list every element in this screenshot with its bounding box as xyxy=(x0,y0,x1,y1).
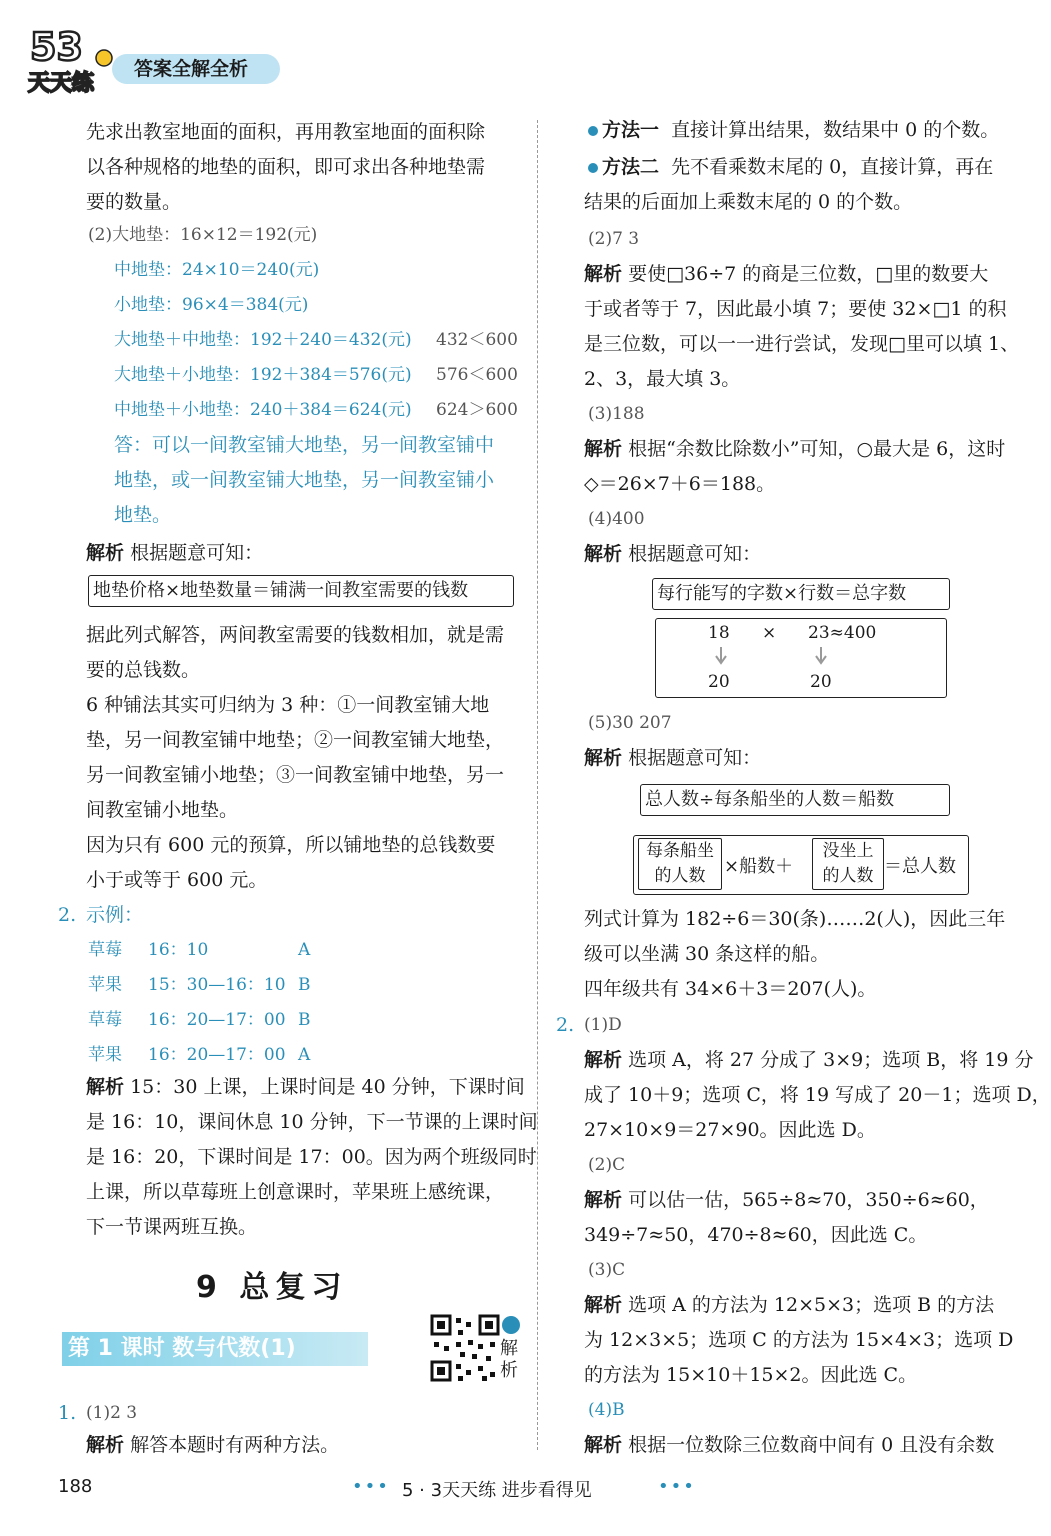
para-2-line-4: 垫，另一间教室铺中地垫；②一间教室铺大地垫， xyxy=(86,729,505,751)
schedule-cell-c: A xyxy=(298,1045,311,1065)
method-icon xyxy=(588,126,598,136)
r-para-5-line-3: 四年级共有 34×6＋3＝207(人)。 xyxy=(584,978,877,1000)
answer-line-3: 地垫。 xyxy=(114,504,172,526)
para-2-line-7: 因为只有 600 元的预算，所以铺地垫的总钱数要 xyxy=(86,834,496,856)
r-analysis-4: 根据题意可知： xyxy=(628,543,762,565)
r-para-5-line-1: 列式计算为 182÷6＝30(条)……2(人)，因此三年 xyxy=(584,908,1006,930)
a3: (3)188 xyxy=(588,404,645,424)
analysis-2-line-2: 是 16：10，课间休息 10 分钟，下一节课的上课时间 xyxy=(86,1111,538,1133)
box6-mid: ×船数＋ xyxy=(724,856,794,877)
answer-line-1: 答：可以一间教室铺大地垫，另一间教室铺中 xyxy=(114,434,495,456)
formula-box-1: 地垫价格×地垫数量＝铺满一间教室需要的钱数 xyxy=(88,575,514,607)
box6-r2: 的人数 xyxy=(822,866,874,886)
qr-label: 解析 xyxy=(500,1338,518,1381)
analysis-label: 解析 xyxy=(86,542,125,564)
q2-compare: 576＜600 xyxy=(436,365,518,385)
para-2-line-3: 6 种铺法其实可归纳为 3 种：①一间教室铺大地 xyxy=(86,694,490,716)
r-b3-line-1: 选项 A 的方法为 12×5×3；选项 B 的方法 xyxy=(628,1294,995,1316)
question-2-number: 2. xyxy=(58,904,77,926)
answer-line-2: 地垫，或一间教室铺大地垫，另一间教室铺小 xyxy=(114,469,495,491)
column-divider xyxy=(537,120,538,1450)
analysis-label-r1: 解析 xyxy=(584,263,623,285)
r-para-5-line-2: 级可以坐满 30 条这样的船。 xyxy=(584,943,830,965)
b4: (4)B xyxy=(588,1400,625,1420)
box6-right xyxy=(812,838,884,890)
q2-line: 中地垫＋小地垫：240＋384＝624(元) xyxy=(114,400,412,420)
a4: (4)400 xyxy=(588,509,645,529)
svg-text:53: 53 xyxy=(30,25,83,69)
schedule-cell-b: 15：30—16：10 xyxy=(148,975,286,995)
analysis-2-line-3: 是 16：20，下课时间是 17：00。因为两个班级同时 xyxy=(86,1146,537,1168)
analysis-2-line-5: 下一节课两班互换。 xyxy=(86,1216,258,1238)
footer-dots-left: ••• xyxy=(352,1476,390,1497)
qr-code-icon[interactable] xyxy=(430,1314,500,1382)
analysis-label-2: 解析 xyxy=(86,1076,125,1098)
page-number: 188 xyxy=(58,1476,93,1497)
left-para-1-line-1: 先求出教室地面的面积，再用教室地面的面积除 xyxy=(86,121,486,143)
a2: (2)7 3 xyxy=(588,229,640,249)
r-question-2-number: 2. xyxy=(556,1014,575,1036)
q1-analysis: 解答本题时有两种方法。 xyxy=(130,1434,340,1456)
method-icon xyxy=(588,163,598,173)
chapter-title: 9 总复习 xyxy=(196,1270,348,1305)
svg-text:天天练: 天天练 xyxy=(28,71,95,96)
analysis-label-r8: 解析 xyxy=(584,1434,623,1456)
schedule-cell-b: 16：20—17：00 xyxy=(148,1045,286,1065)
r-b3-line-3: 的方法为 15×10＋15×2。因此选 C。 xyxy=(584,1364,918,1386)
method-1-text: 直接计算出结果，数结果中 0 的个数。 xyxy=(671,119,1000,141)
footer-slogan: 5 · 3天天练 进步看得见 xyxy=(402,1480,592,1501)
header-title: 答案全解全析 xyxy=(112,54,280,84)
q2-line: 大地垫＋小地垫：192＋384＝576(元) xyxy=(114,365,412,385)
method-2-label: 方法二 xyxy=(602,156,660,178)
formula-box-6 xyxy=(633,835,969,895)
schedule-cell-b: 16：10 xyxy=(148,940,209,960)
analysis-label-r2: 解析 xyxy=(584,438,623,460)
est-b: 23≈400 xyxy=(808,623,877,643)
analysis-label-r6: 解析 xyxy=(584,1189,623,1211)
box6-r1: 没坐上 xyxy=(822,841,874,861)
method-2-text: 先不看乘数末尾的 0，直接计算，再在 xyxy=(671,156,994,178)
analysis-label-r3: 解析 xyxy=(584,543,623,565)
q1-answer: (1)2 3 xyxy=(86,1403,138,1423)
r-analysis-2-line-1: 要使□36÷7 的商是三位数，□里的数要大 xyxy=(628,263,989,285)
left-para-1-line-3: 要的数量。 xyxy=(86,191,182,213)
schedule-cell-a: 草莓 xyxy=(88,940,122,960)
r-analysis-3-line-1: 根据“余数比除数小”可知，○最大是 6，这时 xyxy=(628,438,1006,460)
footer-dots-right: ••• xyxy=(658,1476,696,1497)
r-b1-line-3: 27×10×9＝27×90。因此选 D。 xyxy=(584,1119,876,1141)
schedule-cell-c: B xyxy=(298,1010,311,1030)
analysis-2-line-4: 上课，所以草莓班上创意课时，苹果班上感统课， xyxy=(86,1181,505,1203)
para-2-line-8: 小于或等于 600 元。 xyxy=(86,869,268,891)
formula-box-4: 每行能写的字数×行数＝总字数 xyxy=(652,578,950,610)
arrow-down-icon xyxy=(814,647,828,667)
r-b4-line-1: 根据一位数除三位数商中间有 0 且没有余数 xyxy=(628,1434,995,1456)
logo xyxy=(22,18,120,100)
analysis-label-r5: 解析 xyxy=(584,1049,623,1071)
r-b2-line-1: 可以估一估，565÷8≈70，350÷6≈60， xyxy=(628,1189,989,1211)
r-analysis-2-line-2: 于或者等于 7，因此最小填 7；要使 32×□1 的积 xyxy=(584,298,1007,320)
para-2-line-5: 另一间教室铺小地垫；③一间教室铺中地垫，另一 xyxy=(86,764,505,786)
schedule-cell-c: B xyxy=(298,975,311,995)
arrow-down-icon xyxy=(714,647,728,667)
b2: (2)C xyxy=(588,1155,626,1175)
schedule-cell-a: 苹果 xyxy=(88,1045,122,1065)
para-2-line-6: 间教室铺小地垫。 xyxy=(86,799,239,821)
q2-line: 小地垫：96×4＝384(元) xyxy=(114,295,309,315)
analysis-2-line-1: 15：30 上课，上课时间是 40 分钟，下课时间 xyxy=(130,1076,525,1098)
schedule-cell-a: 苹果 xyxy=(88,975,122,995)
method-2-text-2: 结果的后面加上乘数末尾的 0 的个数。 xyxy=(584,191,913,213)
a5: (5)30 207 xyxy=(588,713,672,733)
r-analysis-3-line-2: ◇＝26×7＋6＝188。 xyxy=(584,473,776,495)
q2-line: 中地垫：24×10＝240(元) xyxy=(114,260,320,280)
analysis-label-3: 解析 xyxy=(86,1434,125,1456)
r-analysis-2-line-4: 2、3，最大填 3。 xyxy=(584,368,741,390)
box6-end: ＝总人数 xyxy=(884,856,956,877)
b3: (3)C xyxy=(588,1260,626,1280)
r-b1-line-1: 选项 A，将 27 分成了 3×9；选项 B，将 19 分 xyxy=(628,1049,1034,1071)
question-1-number: 1. xyxy=(58,1402,77,1424)
est-ra: 20 xyxy=(708,672,730,692)
b1: (1)D xyxy=(584,1015,622,1035)
r-b2-line-2: 349÷7≈50，470÷8≈60，因此选 C。 xyxy=(584,1224,928,1246)
q2-label: (2)大地垫：16×12＝192(元) xyxy=(88,225,318,245)
formula-box-5: 总人数÷每条船坐的人数＝船数 xyxy=(640,784,950,816)
estimation-box xyxy=(655,618,947,698)
box6-l2: 的人数 xyxy=(654,866,706,886)
r-analysis-2-line-3: 是三位数，可以一一进行尝试，发现□里可以填 1、 xyxy=(584,333,1020,355)
est-a: 18 xyxy=(708,623,730,643)
q2-compare: 624＞600 xyxy=(436,400,518,420)
est-rb: 20 xyxy=(810,672,832,692)
r-analysis-5: 根据题意可知： xyxy=(628,747,762,769)
schedule-cell-b: 16：20—17：00 xyxy=(148,1010,286,1030)
analysis-label-r4: 解析 xyxy=(584,747,623,769)
r-b1-line-2: 成了 10＋9；选项 C，将 19 写成了 20－1；选项 D， xyxy=(584,1084,1051,1106)
para-2-line-1: 据此列式解答，两间教室需要的钱数相加，就是需 xyxy=(86,624,505,646)
q2-compare: 432＜600 xyxy=(436,330,518,350)
schedule-cell-a: 草莓 xyxy=(88,1010,122,1030)
analysis-label-r7: 解析 xyxy=(584,1294,623,1316)
example-label: 示例： xyxy=(86,904,144,926)
play-icon[interactable] xyxy=(502,1316,520,1334)
left-para-1-line-2: 以各种规格的地垫的面积，即可求出各种地垫需 xyxy=(86,156,486,178)
schedule-cell-c: A xyxy=(298,940,311,960)
para-2-line-2: 要的总钱数。 xyxy=(86,659,201,681)
est-op: × xyxy=(762,623,777,643)
box6-left xyxy=(638,838,722,890)
r-b3-line-2: 为 12×3×5；选项 C 的方法为 15×4×3；选项 D xyxy=(584,1329,1014,1351)
lesson-banner: 第 1 课时 数与代数(1) xyxy=(62,1332,368,1366)
box6-l1: 每条船坐 xyxy=(646,841,714,861)
method-1-label: 方法一 xyxy=(602,119,660,141)
q2-line: 大地垫＋中地垫：192＋240＝432(元) xyxy=(114,330,412,350)
analysis-text: 根据题意可知： xyxy=(130,542,264,564)
